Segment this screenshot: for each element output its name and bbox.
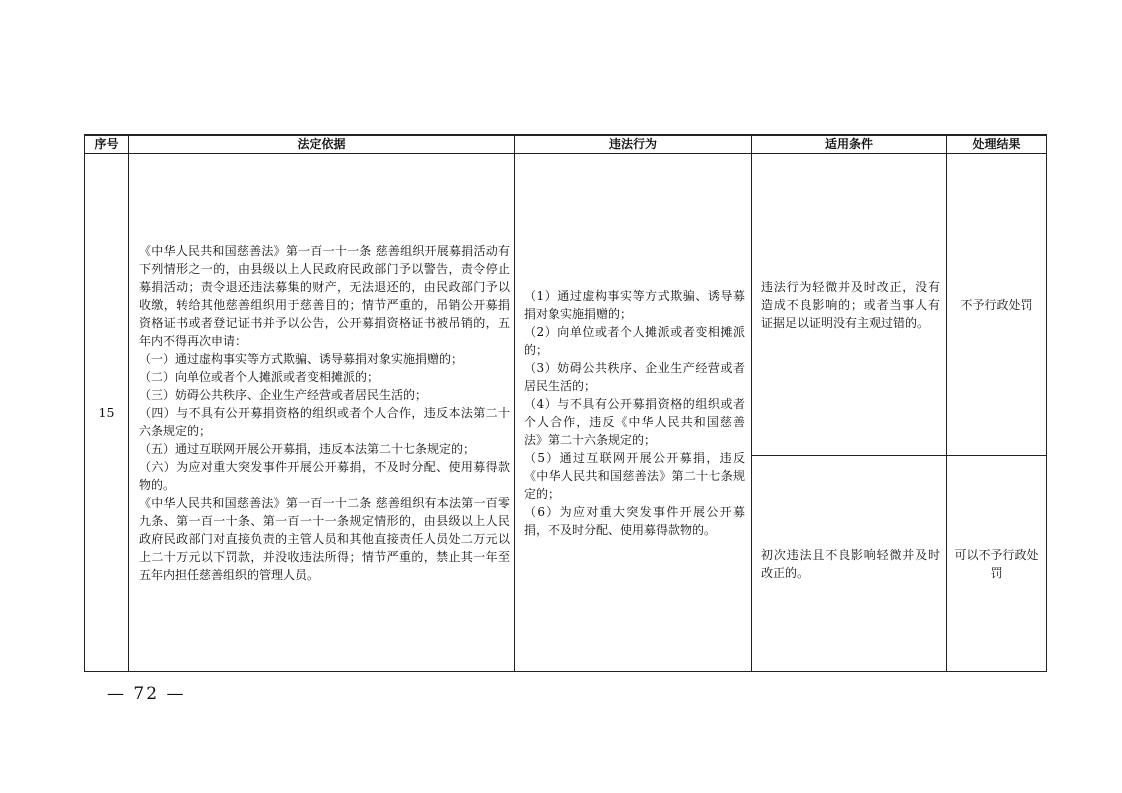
basis-item: （一）通过虚构事实等方式欺骗、诱导募捐对象实施捐赠的； [139, 351, 464, 366]
result-text: 可以不予行政处罚 [954, 547, 1039, 580]
header-result: 处理结果 [947, 135, 1047, 154]
basis-item: （五）通过互联网开展公开募捐，违反本法第二十七条规定的； [139, 441, 476, 456]
basis-item: （六）为应对重大突发事件开展公开募捐，不及时分配、使用募得款物的。 [139, 459, 510, 492]
violation-item: （2）向单位或者个人摊派或者变相摊派的； [524, 324, 745, 357]
result-cell [947, 154, 1047, 456]
violation-item: （4）与不具有公开募捐资格的组织或者个人合作，违反《中华人民共和国慈善法》第二十六条规定的； [524, 396, 745, 447]
article-111-text: 《中华人民共和国慈善法》第一百一十一条 慈善组织开展募捐活动有下列情形之一的，由县级以上人民政府民政部门予以警告，责令停止募捐活动；责令退还违法募集的财产，无法退还的，由民政部门予以收缴，转给其他慈善组织用于慈善目的；情节严重的，吊销公开募捐资格证书或者登记证书并予以公告，公开募捐资格证书被吊销的，五年内不得再次申请： [139, 243, 510, 348]
result-cell [947, 456, 1047, 672]
basis-item: （四）与不具有公开募捐资格的组织或者个人合作，违反本法第二十六条规定的； [139, 405, 510, 438]
violation-item: （3）妨碍公共秩序、企业生产经营或者居民生活的； [524, 360, 745, 393]
violation-item: （1）通过虚构事实等方式欺骗、诱导募捐对象实施捐赠的； [524, 288, 745, 321]
header-condition: 适用条件 [752, 135, 947, 154]
article-112-text: 《中华人民共和国慈善法》第一百一十二条 慈善组织有本法第一百零九条、第一百一十条、第一百一十一条规定情形的，由县级以上人民政府民政部门对直接负责的主管人员和其他直接责任人员处二万元以上二十万元以下罚款，并没收违法所得；情节严重的，禁止其一年至五年内担任慈善组织的管理人员。 [139, 495, 510, 582]
condition-cell [752, 456, 947, 672]
page-number: — 72 — [107, 684, 186, 704]
header-violation: 违法行为 [515, 135, 752, 154]
result-text: 不予行政处罚 [960, 297, 1033, 312]
legal-basis-cell [129, 154, 515, 672]
penalty-table [84, 134, 1047, 672]
header-row [85, 135, 1047, 154]
violation-item: （5）通过互联网开展公开募捐，违反《中华人民共和国慈善法》第二十七条规定的； [524, 450, 745, 501]
basis-item: （三）妨碍公共秩序、企业生产经营或者居民生活的； [139, 387, 428, 402]
violation-item: （6）为应对重大突发事件开展公开募捐，不及时分配、使用募得款物的。 [524, 504, 745, 537]
condition-cell [752, 154, 947, 456]
header-legal-basis: 法定依据 [129, 135, 515, 154]
row-seq-number: 15 [85, 154, 129, 672]
basis-item: （二）向单位或者个人摊派或者变相摊派的； [139, 369, 380, 384]
header-seq: 序号 [85, 135, 129, 154]
condition-text: 初次违法且不良影响轻微并及时改正的。 [761, 547, 940, 580]
violation-cell [515, 154, 752, 672]
table-row [85, 154, 1047, 456]
condition-text: 违法行为轻微并及时改正，没有造成不良影响的；或者当事人有证据足以证明没有主观过错的。 [761, 279, 940, 330]
